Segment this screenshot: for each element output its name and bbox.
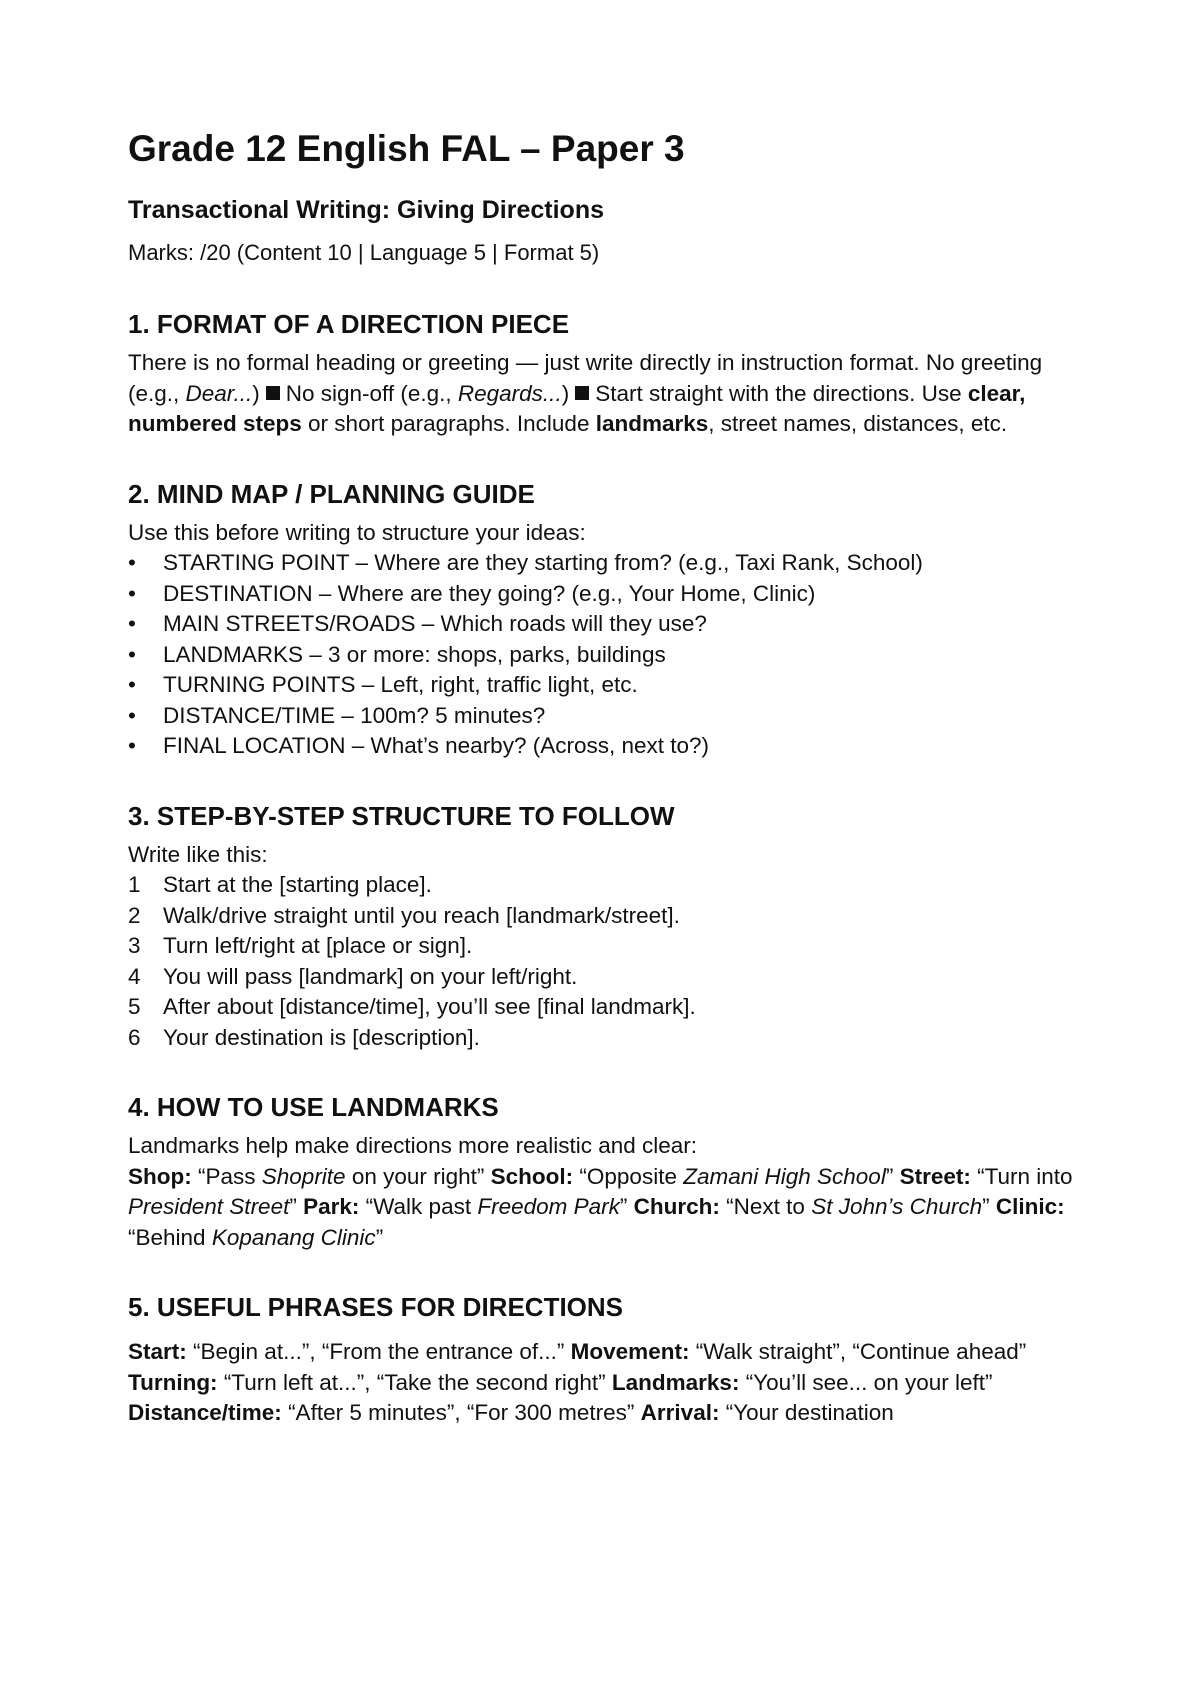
text-run: , street names, distances, etc. (708, 411, 1008, 436)
text-run: “Your destination (719, 1400, 894, 1425)
list-item-text: Walk/drive straight until you reach [landmark/street]. (163, 902, 680, 928)
list-item (128, 901, 1088, 932)
section-phrases (128, 1289, 1088, 1429)
steps-list (128, 870, 1088, 1053)
section-heading: 4. HOW TO USE LANDMARKS (128, 1092, 499, 1122)
bold-label: Turning: (128, 1369, 218, 1395)
bullet-icon: • (128, 611, 136, 636)
text-run: “Next to (719, 1194, 812, 1219)
text-run: “You’ll see... on your left” (739, 1369, 993, 1395)
text-run: “Turn left at...”, “Take the second right” (217, 1369, 612, 1395)
text-run: ” (289, 1194, 304, 1219)
text-run: “Begin at...”, “From the entrance of...” (186, 1339, 571, 1364)
list-item (128, 962, 1088, 993)
step-number: 6 (128, 1024, 141, 1050)
text-run: ” (982, 1194, 996, 1219)
italic-text: Dear... (185, 380, 253, 406)
section-landmarks (128, 1089, 1088, 1253)
phrases-paragraph (128, 1337, 1088, 1429)
bold-label: School: (490, 1163, 574, 1189)
list-item-text: Start at the [starting place]. (163, 872, 432, 897)
text-run: “Turn into (970, 1163, 1073, 1189)
page-subtitle: Transactional Writing: Giving Directions (128, 196, 605, 224)
text-run: No sign-off (e.g., (285, 380, 458, 406)
step-number: 3 (128, 933, 141, 958)
bullet-icon: • (128, 672, 136, 697)
section-intro: Write like this: (128, 841, 268, 867)
square-bullet-icon (575, 386, 589, 400)
italic-text: Freedom Park (477, 1194, 620, 1219)
page-title: Grade 12 English FAL – Paper 3 (128, 128, 685, 169)
text-run: “Walk straight”, “Continue ahead” (689, 1339, 1027, 1364)
bold-label: Arrival: (640, 1400, 720, 1425)
italic-text: Zamani High School (683, 1163, 886, 1189)
text-run: ) (252, 380, 260, 406)
text-run: ” (885, 1163, 900, 1189)
list-item (128, 731, 1088, 762)
landmarks-paragraph (128, 1131, 1088, 1253)
list-item-text: FINAL LOCATION – What’s nearby? (Across, next to?) (163, 733, 710, 758)
text-run: “Walk past (359, 1194, 478, 1219)
italic-text: Regards... (457, 380, 562, 406)
bold-label: Shop: (128, 1163, 192, 1189)
list-item (128, 992, 1088, 1023)
bold-label: Street: (899, 1163, 971, 1189)
bold-text: clear, numbered steps (128, 380, 1026, 436)
text-run: “Opposite (573, 1163, 684, 1189)
bold-label: Park: (303, 1194, 360, 1219)
step-number: 5 (128, 994, 141, 1019)
bold-label: Movement: (570, 1339, 690, 1364)
format-paragraph (128, 348, 1088, 440)
square-bullet-icon (266, 386, 280, 400)
text-run: “After 5 minutes”, “For 300 metres” (281, 1400, 641, 1425)
list-item-text: Your destination is [description]. (163, 1024, 480, 1050)
list-item-text: MAIN STREETS/ROADS – Which roads will they use? (163, 611, 707, 636)
text-run: ” (619, 1194, 634, 1219)
document-content (128, 124, 1088, 1429)
section-heading: 5. USEFUL PHRASES FOR DIRECTIONS (128, 1292, 624, 1322)
planning-list (128, 548, 1088, 762)
text-run: Start straight with the directions. Use (595, 380, 968, 406)
italic-text: Shoprite (261, 1163, 346, 1189)
section-structure (128, 798, 1088, 1054)
list-item-text: DISTANCE/TIME – 100m? 5 minutes? (163, 702, 546, 728)
italic-text: St John’s Church (811, 1194, 983, 1219)
bullet-icon: • (128, 580, 136, 606)
list-item (128, 870, 1088, 901)
italic-text: Kopanang Clinic (211, 1224, 376, 1250)
text-run: “Pass (191, 1163, 262, 1189)
list-item (128, 670, 1088, 701)
bold-label: Start: (128, 1339, 187, 1364)
list-item-text: TURNING POINTS – Left, right, traffic light, etc. (163, 672, 638, 697)
step-number: 1 (128, 872, 141, 897)
text-run: ” (375, 1224, 384, 1250)
list-item (128, 579, 1088, 610)
list-item (128, 609, 1088, 640)
bullet-icon: • (128, 733, 136, 758)
italic-text: President Street (128, 1194, 290, 1219)
bold-label: Landmarks: (611, 1369, 740, 1395)
bold-label: Clinic: (995, 1194, 1065, 1219)
list-item-text: You will pass [landmark] on your left/right. (163, 963, 578, 989)
step-number: 2 (128, 902, 141, 928)
section-heading: 2. MIND MAP / PLANNING GUIDE (128, 478, 535, 509)
list-item-text: After about [distance/time], you’ll see [final landmark]. (163, 994, 696, 1019)
bullet-icon: • (128, 641, 136, 667)
bullet-icon: • (128, 550, 136, 575)
section-intro: Use this before writing to structure your ideas: (128, 519, 586, 545)
list-item-text: LANDMARKS – 3 or more: shops, parks, buildings (163, 641, 666, 667)
text-run: on your right” (345, 1163, 491, 1189)
list-item-text: Turn left/right at [place or sign]. (163, 933, 473, 958)
text-run: “Behind (128, 1224, 212, 1250)
section-intro: Landmarks help make directions more realistic and clear: (128, 1133, 698, 1158)
text-run: ) (561, 380, 570, 406)
text-run: There is no formal heading or greeting — just write directly in instruction format. No greeting (e.g., (128, 350, 1043, 406)
list-item (128, 931, 1088, 962)
list-item (128, 548, 1088, 579)
bold-label: Church: (633, 1194, 720, 1219)
marks-line: Marks: /20 (Content 10 | Language 5 | Format 5) (128, 240, 600, 265)
section-heading: 3. STEP-BY-STEP STRUCTURE TO FOLLOW (128, 800, 675, 831)
step-number: 4 (128, 963, 141, 989)
bullet-icon: • (128, 702, 136, 728)
list-item (128, 1023, 1088, 1054)
text-run: or short paragraphs. Include (301, 411, 596, 436)
list-item (128, 640, 1088, 671)
section-heading: 1. FORMAT OF A DIRECTION PIECE (128, 309, 570, 339)
list-item-text: DESTINATION – Where are they going? (e.g., Your Home, Clinic) (163, 580, 816, 606)
section-mind-map (128, 476, 1088, 762)
list-item-text: STARTING POINT – Where are they starting from? (e.g., Taxi Rank, School) (163, 550, 923, 575)
section-format (128, 306, 1088, 440)
bold-text: landmarks (595, 411, 709, 436)
bold-label: Distance/time: (128, 1400, 282, 1425)
list-item (128, 701, 1088, 732)
